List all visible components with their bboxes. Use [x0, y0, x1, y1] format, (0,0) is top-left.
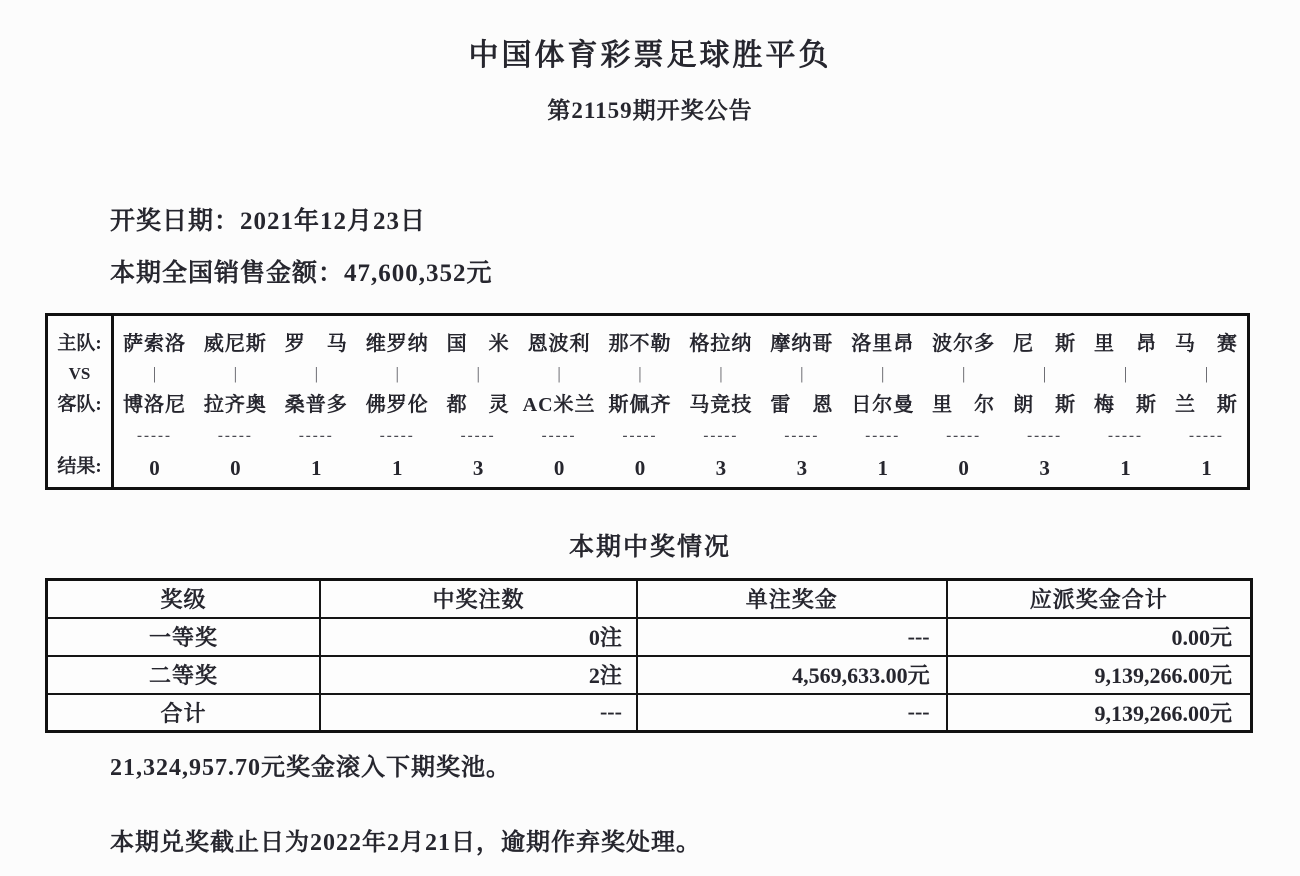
- prize-cell-total: 9,139,266.00元: [947, 694, 1252, 732]
- prize-col-header-level: 奖级: [47, 580, 321, 618]
- away-team-name: 兰 斯: [1174, 394, 1238, 416]
- separator-dashes: -----: [703, 428, 739, 444]
- home-team-name: 洛里昂: [851, 333, 915, 355]
- match-column: [438, 316, 519, 487]
- match-column: [842, 316, 923, 487]
- separator-dashes: -----: [460, 428, 496, 444]
- separator-dashes: -----: [217, 428, 253, 444]
- home-team-name: 马 赛: [1174, 333, 1238, 355]
- match-column: [519, 316, 600, 487]
- home-team-name: 波尔多: [932, 333, 996, 355]
- home-team-name: 摩纳哥: [770, 333, 834, 355]
- match-column: [1004, 316, 1085, 487]
- vs-bar: |: [233, 364, 238, 383]
- separator-dashes: -----: [136, 428, 172, 444]
- away-team-name: 都 灵: [446, 394, 510, 416]
- draw-date-line: [110, 201, 426, 237]
- away-team-name: 里 尔: [932, 394, 996, 416]
- match-result: 1: [877, 456, 888, 480]
- sales-label: 本期全国销售金额：: [110, 260, 345, 287]
- match-result: 1: [311, 456, 322, 480]
- sales-line: [110, 253, 493, 289]
- vs-bar: |: [557, 364, 561, 383]
- prize-table-row: [47, 656, 1252, 694]
- home-row-label: 主队:: [57, 333, 102, 354]
- vs-bar: |: [881, 364, 885, 383]
- result-row-label: 结果:: [57, 456, 102, 477]
- home-team-name: 国 米: [446, 333, 510, 355]
- prize-col-header-total: 应派奖金合计: [947, 580, 1252, 618]
- match-table-row-labels: [48, 316, 114, 487]
- match-result: 1: [1201, 456, 1212, 480]
- match-result: 3: [472, 456, 484, 480]
- match-column: [680, 316, 761, 487]
- away-team-name: 雷 恩: [770, 394, 834, 416]
- match-result: 0: [958, 456, 969, 480]
- home-team-name: 萨索洛: [122, 333, 186, 355]
- match-result: 1: [391, 456, 403, 480]
- prize-cell-count: 2注: [320, 656, 637, 694]
- away-team-name: 佛罗伦: [365, 394, 429, 416]
- away-team-name: 博洛尼: [122, 394, 186, 416]
- draw-date-value: 2021年12月23日: [240, 208, 427, 235]
- match-result: 0: [149, 456, 160, 480]
- away-team-name: 桑普多: [284, 394, 348, 416]
- home-team-name: 罗 马: [284, 333, 348, 355]
- prize-cell-single: 4,569,633.00元: [637, 656, 947, 694]
- match-columns: [114, 316, 1247, 487]
- match-column: [600, 316, 681, 487]
- match-result: 3: [715, 456, 727, 480]
- match-result: 3: [1039, 456, 1050, 480]
- deadline-note: 本期兑奖截止日为2022年2月21日，逾期作弃奖处理。: [110, 830, 701, 856]
- separator-dashes: -----: [298, 428, 334, 444]
- home-team-name: 威尼斯: [203, 333, 267, 355]
- vs-bar: |: [476, 364, 480, 383]
- match-column: [923, 316, 1004, 487]
- prize-col-header-count: 中奖注数: [320, 580, 637, 618]
- match-column: [276, 316, 357, 487]
- prize-cell-level: 一等奖: [47, 618, 321, 656]
- prize-col-header-single: 单注奖金: [637, 580, 947, 618]
- match-column: [1085, 316, 1166, 487]
- vs-bar: |: [314, 364, 318, 383]
- away-team-name: 斯佩齐: [608, 394, 672, 416]
- vs-bar: |: [638, 364, 642, 383]
- separator-dashes: -----: [946, 428, 982, 444]
- separator-dashes: -----: [541, 428, 577, 444]
- home-team-name: 格拉纳: [689, 333, 753, 355]
- separator-dashes: -----: [622, 428, 658, 444]
- vs-row-label: VS: [68, 364, 91, 383]
- sales-value: 47,600,352元: [344, 260, 493, 287]
- separator-dashes: -----: [379, 428, 415, 444]
- match-result: 0: [634, 456, 646, 480]
- home-team-name: 维罗纳: [365, 333, 429, 355]
- home-team-name: 尼 斯: [1013, 333, 1077, 355]
- match-result: 0: [230, 456, 241, 480]
- draw-date-label: 开奖日期：: [110, 208, 241, 235]
- away-team-name: 拉齐奥: [203, 394, 267, 416]
- vs-bar: |: [395, 364, 399, 383]
- vs-bar: |: [961, 364, 966, 383]
- prize-table-row: [47, 694, 1252, 732]
- separator-dashes: -----: [1108, 428, 1144, 444]
- prize-table-row: [47, 618, 1252, 656]
- prize-cell-total: 9,139,266.00元: [947, 656, 1252, 694]
- vs-bar: |: [800, 364, 804, 383]
- prize-cell-total: 0.00元: [947, 618, 1252, 656]
- separator-dashes: -----: [784, 428, 820, 444]
- vs-bar: |: [719, 364, 723, 383]
- prize-cell-level: 合计: [47, 694, 321, 732]
- match-column: [195, 316, 276, 487]
- prize-header-row: [47, 580, 1252, 618]
- prize-section-heading: 本期中奖情况: [568, 534, 731, 561]
- away-team-name: AC米兰: [522, 394, 596, 416]
- vs-bar: |: [152, 364, 157, 383]
- prize-cell-level: 二等奖: [47, 656, 321, 694]
- home-team-name: 那不勒: [608, 333, 672, 355]
- page-subtitle: 第21159期开奖公告: [547, 98, 753, 123]
- prize-cell-single: ---: [637, 694, 947, 732]
- rollover-note: 21,324,957.70元奖金滚入下期奖池。: [110, 755, 511, 781]
- away-team-name: 梅 斯: [1094, 394, 1158, 416]
- prize-cell-count: 0注: [320, 618, 637, 656]
- match-result: 3: [796, 456, 808, 480]
- home-team-name: 恩波利: [527, 333, 591, 355]
- page-title: 中国体育彩票足球胜平负: [468, 39, 832, 72]
- match-column: [357, 316, 438, 487]
- vs-bar: |: [1204, 364, 1209, 383]
- separator-dashes: -----: [1027, 428, 1063, 444]
- vs-bar: |: [1042, 364, 1047, 383]
- match-column: [761, 316, 842, 487]
- away-team-name: 马竞技: [689, 394, 753, 416]
- vs-bar: |: [1123, 364, 1128, 383]
- away-team-name: 日尔曼: [851, 394, 915, 416]
- home-team-name: 里 昂: [1094, 333, 1158, 355]
- away-row-label: 客队:: [57, 394, 102, 415]
- match-column: [1166, 316, 1247, 487]
- match-result: 0: [553, 456, 565, 480]
- prize-cell-single: ---: [637, 618, 947, 656]
- prize-table-body: [47, 618, 1252, 732]
- match-results-table: [45, 313, 1250, 490]
- prize-table: [45, 578, 1253, 733]
- prize-cell-count: ---: [320, 694, 637, 732]
- away-team-name: 朗 斯: [1013, 394, 1077, 416]
- match-column: [114, 316, 195, 487]
- match-result: 1: [1120, 456, 1131, 480]
- separator-dashes: -----: [1188, 428, 1224, 444]
- separator-dashes: -----: [865, 428, 901, 444]
